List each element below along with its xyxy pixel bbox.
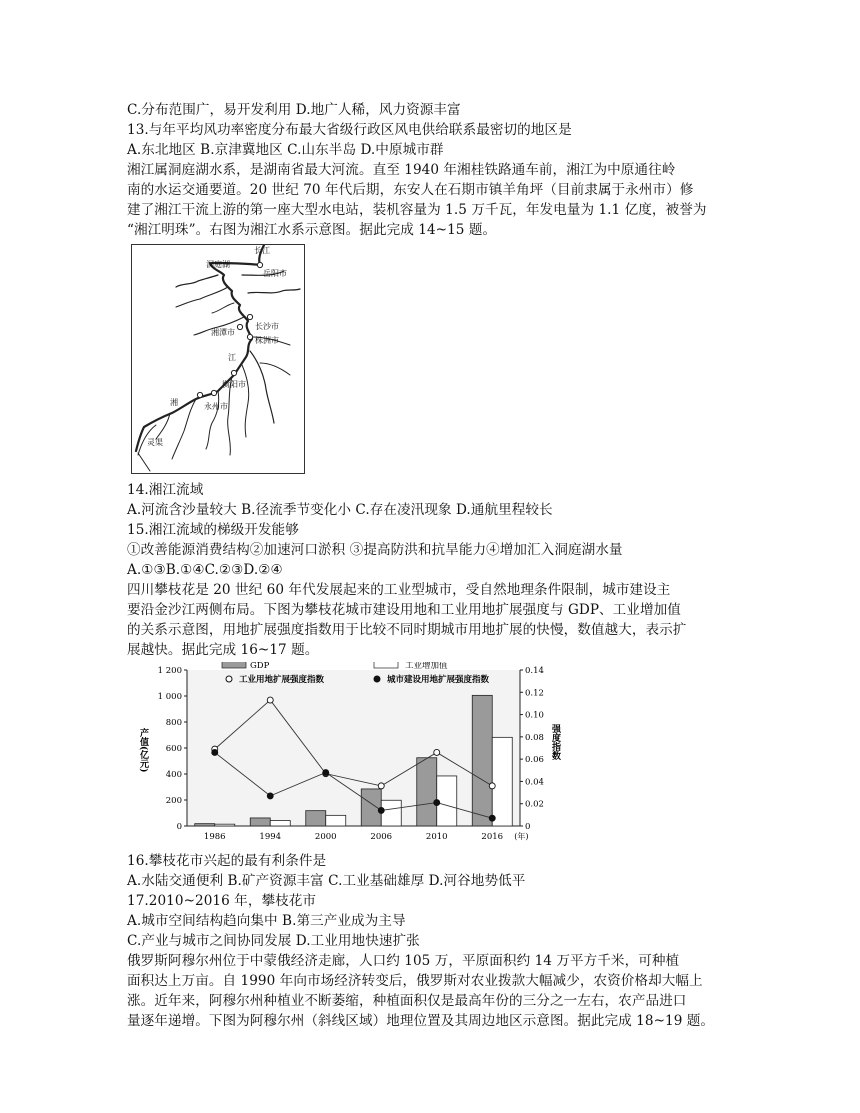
gdp-bar: [361, 789, 381, 826]
map-label: 永州市: [204, 402, 228, 411]
legend-urban-land-label: 城市建设用地扩展强度指数: [387, 675, 490, 685]
y-axis-label-right: 强度指数: [550, 724, 560, 760]
text-line: A.城市空间结构趋向集中 B.第三产业成为主导: [127, 913, 406, 929]
text-line: A.河流含沙量较大 B.径流季节变化小 C.存在凌汛现象 D.通航里程较长: [127, 502, 553, 518]
legend-industry-label: 工业增加值: [405, 662, 448, 671]
text-line: 17.2010~2016 年，攀枝花市: [127, 893, 317, 909]
legend-industry-swatch: [374, 662, 398, 668]
text-line: 四川攀枝花是 20 世纪 60 年代发展起来的工业型城市，受自然地理条件限制，城市建设主: [127, 582, 671, 598]
industrial-land-point: [434, 749, 440, 755]
text-line: C.产业与城市之间协同发展 D.工业用地快速扩张: [127, 933, 420, 949]
xiangjiang-map-figure: [131, 244, 305, 474]
y-tick-label-left: 1 000: [157, 692, 182, 702]
map-label: 洞庭湖: [206, 260, 230, 269]
text-block-b: [127, 480, 739, 660]
legend-gdp-swatch: [222, 662, 246, 668]
legend-industrial-land-label: 工业用地扩展强度指数: [239, 675, 325, 685]
urban-land-point: [212, 749, 218, 755]
x-tick-label: 1994: [259, 832, 282, 842]
y-tick-label-left: 600: [165, 744, 182, 754]
y-tick-label-right: 0.12: [525, 688, 544, 699]
urban-land-point: [378, 807, 384, 813]
legend-industrial-land-marker: [226, 676, 232, 682]
industrial-land-point: [267, 697, 273, 703]
text-line: ①改善能源消费结构②加速河口淤积 ③提高防洪和抗旱能力④增加汇入洞庭湖水量: [127, 542, 623, 558]
text-line: 15.湘江流域的梯级开发能够: [127, 522, 299, 538]
x-tick-label: 2006: [370, 832, 393, 842]
y-tick-label-right: 0.08: [525, 732, 544, 743]
y-tick-label-left: 0: [176, 822, 182, 832]
urban-land-point: [267, 793, 273, 799]
gdp-bar: [250, 818, 270, 826]
industry-value-bar: [270, 821, 290, 826]
industrial-land-point: [378, 783, 384, 789]
map-label: 长沙市: [255, 322, 279, 331]
map-label: 岳阳市: [263, 269, 287, 278]
y-tick-label-left: 800: [165, 718, 182, 728]
urban-land-point: [434, 800, 440, 806]
plot-area: [187, 670, 520, 826]
gdp-bar: [417, 758, 437, 826]
text-line: 的关系示意图，用地扩展强度指数用于比较不同时期城市用地扩展的快慢，数值越大，表示扩: [127, 622, 687, 638]
y-tick-label-right: 0.06: [525, 755, 544, 766]
y-tick-label-left: 200: [165, 796, 182, 806]
text-line: A.①③B.①④C.②③D.②④: [127, 562, 283, 578]
industry-value-bar: [381, 800, 401, 826]
text-line: 建了湘江干流上游的第一座大型水电站，装机容量为 1.5 万千瓦，年发电量为 1.1 亿度，被誉为: [127, 202, 707, 218]
text-line: “湘江明珠”。右图为湘江水系示意图。据此完成 14~15 题。: [127, 222, 497, 238]
map-label: 株洲市: [255, 336, 279, 345]
urban-land-point: [323, 770, 329, 776]
industrial-land-point: [489, 783, 495, 789]
industry-value-bar: [215, 824, 235, 826]
xiangjiang-map: [132, 245, 304, 473]
x-unit-label: (年): [514, 832, 529, 841]
panzhihua-chart-figure: [137, 662, 567, 847]
map-label: 江: [228, 353, 236, 362]
text-line: 俄罗斯阿穆尔州位于中蒙俄经济走廊，人口约 105 万，平原面积约 14 万平方千米，可种植: [127, 953, 680, 969]
gdp-bar: [472, 695, 492, 826]
y-tick-label-right: 0.10: [525, 710, 544, 721]
text-block-c: [127, 851, 739, 1031]
y-tick-label-right: 0.02: [525, 799, 544, 810]
text-line: 13.与年平均风功率密度分布最大省级行政区风电供给联系最密切的地区是: [127, 122, 572, 138]
legend-gdp-label: GDP: [250, 662, 270, 671]
panzhihua-chart: [137, 662, 567, 847]
gdp-bar: [306, 811, 326, 826]
y-tick-label-right: 0.04: [525, 777, 544, 788]
text-line: A.水陆交通便利 B.矿产资源丰富 C.工业基础雄厚 D.河谷地势低平: [127, 873, 526, 889]
map-label: 灵渠: [147, 438, 163, 447]
text-line: 量逐年递增。下图为阿穆尔州（斜线区域）地理位置及其周边地区示意图。据此完成 18~19 题。: [127, 1013, 715, 1029]
text-block-a: [127, 100, 739, 240]
text-line: 16.攀枝花市兴起的最有利条件是: [127, 853, 327, 869]
y-axis-label-left: 产值(亿元): [138, 728, 148, 773]
x-tick-label: 1986: [203, 832, 226, 842]
map-label: 湘潭市: [211, 328, 235, 337]
text-line: C.分布范围广，易开发利用 D.地广人稀，风力资源丰富: [127, 102, 461, 118]
text-line: 涨。近年来，阿穆尔州种植业不断萎缩，种植面积仅是最高年份的三分之一左右，农产品进口: [127, 993, 687, 1009]
x-tick-label: 2010: [425, 832, 448, 842]
y-tick-label-left: 400: [165, 770, 182, 780]
text-line: 要沿金沙江两侧布局。下图为攀枝花城市建设用地和工业用地扩展强度与 GDP、工业增加值: [127, 602, 681, 618]
text-line: 南的水运交通要道。20 世纪 70 年代后期，东安人在石期市镇羊角坪（目前隶属于永州市）修: [127, 182, 694, 198]
map-label: 衡阳市: [222, 380, 246, 389]
industry-value-bar: [492, 737, 512, 826]
text-line: 湘江属洞庭湖水系，是湖南省最大河流。直至 1940 年湘桂铁路通车前，湘江为中原通往岭: [127, 162, 676, 178]
x-tick-label: 2000: [314, 832, 337, 842]
map-label: 长江: [254, 246, 270, 255]
y-tick-label-right: 0.14: [525, 666, 544, 676]
urban-land-point: [489, 815, 495, 821]
industry-value-bar: [326, 815, 346, 826]
text-line: 展越快。据此完成 16~17 题。: [127, 642, 319, 658]
y-tick-label-right: 0: [525, 822, 531, 832]
gdp-bar: [195, 824, 215, 826]
legend-urban-land-marker: [374, 676, 380, 682]
text-line: 面积达上万亩。自 1990 年向市场经济转变后，俄罗斯对农业拨款大幅减少，农资价格却大幅上: [127, 973, 703, 989]
text-line: 14.湘江流域: [127, 482, 204, 498]
map-label: 湘: [170, 398, 178, 407]
y-tick-label-left: 1 200: [157, 666, 182, 676]
x-tick-label: 2016: [481, 832, 504, 842]
document-page: [127, 100, 739, 1031]
text-line: A.东北地区 B.京津冀地区 C.山东半岛 D.中原城市群: [127, 142, 444, 158]
